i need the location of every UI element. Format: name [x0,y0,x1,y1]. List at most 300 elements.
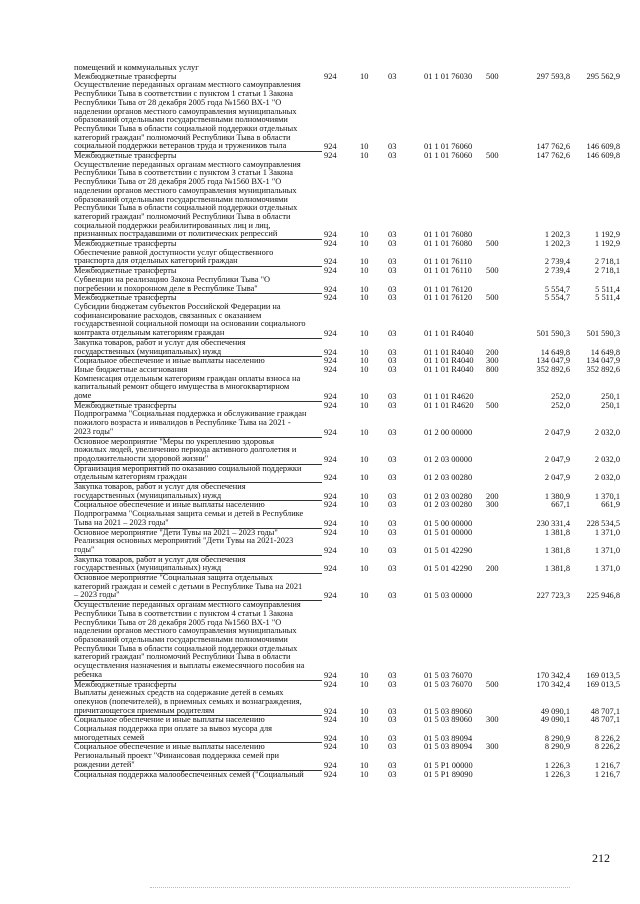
target-article-code: 01 5 03 76070 [424,679,473,689]
row-name-cell [74,556,322,574]
amount-2022: 49 090,1 [540,715,570,725]
subsection-code: 03 [388,564,397,574]
row-name-line: продолжительности здоровой жизни" [74,453,209,463]
row-name-line: Подпрограмма "Социальная поддержка и обслуживание граждан [74,409,307,419]
table-row [74,81,634,152]
section-code: 10 [360,769,369,779]
amount-2022: 297 593,8 [536,71,570,81]
row-name-line: софинансирование расходов, связанных с оказанием [74,310,262,320]
amount-2022: 1 202,3 [544,230,570,240]
amount-2022: 1 380,9 [544,491,570,501]
subsection-code: 03 [388,347,397,357]
row-name-cell [74,438,322,465]
target-article-code: 01 1 01 76120 [424,293,473,303]
table-row [74,556,634,574]
section-code: 10 [360,715,369,725]
group-code: 924 [324,427,337,437]
section-code: 10 [360,742,369,752]
group-code: 924 [324,400,337,410]
expense-type-code: 500 [486,679,499,689]
section-code: 10 [360,400,369,410]
subsection-code: 03 [388,527,397,537]
row-name-line: многодетных семей [74,732,145,742]
table-row [74,465,634,483]
row-name-line: признанных пострадавшими от политических репрессий [74,229,278,239]
target-article-code: 01 5 03 89094 [424,733,473,743]
group-code: 924 [324,679,337,689]
amount-2023: 169 013,5 [586,670,620,680]
row-name-line: погребении и похоронном деле в Республике Тыва" [74,283,258,293]
row-name-line: осуществления назначения и выплаты ежемесячного пособия на [74,661,305,671]
subsection-code: 03 [388,769,397,779]
row-name-line: Иные бюджетные ассигнования [74,364,188,374]
group-code: 924 [324,527,337,537]
amount-2022: 170 342,4 [536,679,570,689]
table-row [74,438,634,465]
row-name-line: Межбюджетные трансферты [74,151,177,161]
group-code: 924 [324,257,337,267]
row-name-line: помещений и коммунальных услуг [74,63,199,72]
row-name-cell [74,601,322,680]
row-name-line: Закупка товаров, работ и услуг для обеспечения [74,337,246,347]
group-code: 924 [324,364,337,374]
amount-2023: 250,1 [601,392,620,402]
section-code: 10 [360,545,369,555]
amount-2022: 667,1 [551,500,570,510]
amount-2023: 48 707,1 [590,715,620,725]
subsection-code: 03 [388,473,397,483]
amount-2022: 1 226,3 [544,769,570,779]
expense-type-code: 200 [486,347,499,357]
group-code: 924 [324,151,337,161]
row-name-line: государственных (муниципальных) нужд [74,563,222,573]
amount-2023: 14 649,8 [590,347,620,357]
row-name-line: наделении органов местного самоуправления муниципальных [74,185,297,195]
amount-2023: 1 371,0 [594,564,620,574]
row-name-line: Межбюджетные трансферты [74,266,177,276]
row-name-line: Межбюджетные трансферты [74,239,177,249]
group-code: 924 [324,670,337,680]
table-row [74,339,634,357]
amount-2022: 1 202,3 [544,239,570,249]
scan-artifact-line [150,887,570,889]
subsection-code: 03 [388,400,397,410]
target-article-code: 01 1 01 R4620 [424,400,474,410]
row-name-line: Осуществление переданных органам местного самоуправления [74,80,301,90]
expense-type-code: 300 [486,500,499,510]
amount-2023: 2 032,0 [594,427,620,437]
group-code: 924 [324,473,337,483]
row-name-line: государственной социальной помощи на основании социального [74,319,306,329]
amount-2023: 501 590,3 [586,329,620,339]
amount-2023: 169 013,5 [586,679,620,689]
group-code: 924 [324,142,337,152]
target-article-code: 01 5 03 89060 [424,715,473,725]
row-name-cell [74,725,322,743]
subsection-code: 03 [388,670,397,680]
row-name-line: отдельным категориям граждан [74,472,187,482]
subsection-code: 03 [388,392,397,402]
amount-2022: 8 290,9 [544,733,570,743]
section-code: 10 [360,356,369,366]
amount-2023: 1 216,7 [594,760,620,770]
amount-2022: 2 047,9 [544,427,570,437]
amount-2022: 134 047,9 [536,356,570,366]
amount-2022: 2 739,4 [544,257,570,267]
amount-2023: 2 718,1 [594,266,620,276]
expense-type-code: 300 [486,742,499,752]
subsection-code: 03 [388,733,397,743]
amount-2022: 1 381,8 [544,564,570,574]
row-name-line: государственных (муниципальных) нужд [74,346,222,356]
row-name-line: образований отдельными государственными полномочиями [74,115,288,125]
target-article-code: 01 5 P1 00000 [424,760,473,770]
amount-2023: 1 371,0 [594,527,620,537]
row-name-line: причитающегося приемным родителям [74,705,215,715]
amount-2022: 5 554,7 [544,293,570,303]
row-name-line: Основное мероприятие "Меры по укреплению здоровья [74,436,274,446]
target-article-code: 01 5 00 00000 [424,518,473,528]
row-name-line: годы" [74,544,95,554]
amount-2023: 228 534,5 [586,518,620,528]
budget-table [74,64,634,779]
group-code: 924 [324,769,337,779]
expense-type-code: 200 [486,564,499,574]
amount-2023: 146 609,8 [586,151,620,161]
row-name-line: Республики Тыва от 28 декабря 2005 года №1560 ВХ-1 "О [74,617,282,627]
group-code: 924 [324,392,337,402]
group-code: 924 [324,284,337,294]
row-name-line: Республики Тыва в области социальной поддержки отдельных [74,643,298,653]
row-name-line: Обеспечение равной доступности услуг общественного [74,247,274,257]
row-name-cell [74,510,322,528]
amount-2023: 2 718,1 [594,257,620,267]
subsection-code: 03 [388,266,397,276]
row-name-line: Межбюджетные трансферты [74,293,177,303]
section-code: 10 [360,284,369,294]
amount-2022: 2 047,9 [544,473,570,483]
row-name-line: Реализация основных мероприятий "Дети Тувы на 2021-2023 [74,536,294,546]
row-name-line: пожилого возраста и инвалидов в Республике Тыва на 2021 - [74,418,291,428]
group-code: 924 [324,293,337,303]
target-article-code: 01 5 03 76070 [424,670,473,680]
amount-2022: 8 290,9 [544,742,570,752]
target-article-code: 01 1 01 76120 [424,284,473,294]
row-name-line: наделении органов местного самоуправления муниципальных [74,626,297,636]
row-name-cell [74,752,322,770]
row-name-cell [74,465,322,483]
target-article-code: 01 1 01 76030 [424,71,473,81]
amount-2022: 1 381,8 [544,545,570,555]
table-row [74,276,634,294]
row-name-cell [74,161,322,240]
row-name-line: наделении органов местного самоуправления муниципальных [74,106,297,116]
group-code: 924 [324,706,337,716]
amount-2022: 227 723,3 [536,591,570,601]
amount-2023: 134 047,9 [586,356,620,366]
section-code: 10 [360,364,369,374]
section-code: 10 [360,257,369,267]
row-name-cell [74,771,322,780]
target-article-code: 01 5 03 89094 [424,742,473,752]
target-article-code: 01 1 01 76080 [424,239,473,249]
subsection-code: 03 [388,545,397,555]
section-code: 10 [360,392,369,402]
target-article-code: 01 1 01 R4040 [424,364,474,374]
row-name-line: категорий граждан" полномочий Республики Тыва в области [74,652,291,662]
amount-2022: 147 762,6 [536,142,570,152]
row-name-line: ребенка [74,669,102,679]
amount-2023: 8 226,2 [594,742,620,752]
group-code: 924 [324,742,337,752]
row-name-cell [74,689,322,716]
target-article-code: 01 5 01 42290 [424,545,473,555]
section-code: 10 [360,427,369,437]
target-article-code: 01 2 03 00280 [424,491,473,501]
section-code: 10 [360,491,369,501]
subsection-code: 03 [388,715,397,725]
row-name-line: доме [74,391,92,401]
amount-2022: 1 381,8 [544,527,570,537]
target-article-code: 01 2 00 00000 [424,427,473,437]
subsection-code: 03 [388,500,397,510]
amount-2022: 170 342,4 [536,670,570,680]
table-row [74,771,634,780]
subsection-code: 03 [388,356,397,366]
section-code: 10 [360,142,369,152]
section-code: 10 [360,329,369,339]
row-name-cell [74,249,322,267]
section-code: 10 [360,230,369,240]
group-code: 924 [324,564,337,574]
expense-type-code: 500 [486,71,499,81]
subsection-code: 03 [388,491,397,501]
section-code: 10 [360,591,369,601]
row-name-line: Социальное обеспечение и иные выплаты населению [74,742,265,752]
target-article-code: 01 1 01 76060 [424,142,473,152]
group-code: 924 [324,545,337,555]
row-name-line: Республики Тыва от 28 декабря 2005 года №1560 ВХ-1 "О [74,97,282,107]
amount-2022: 501 590,3 [536,329,570,339]
row-name-cell [74,574,322,601]
group-code: 924 [324,591,337,601]
table-row [74,725,634,743]
subsection-code: 03 [388,293,397,303]
row-name-line: Основное мероприятие "Дети Тувы на 2021 – 2023 годы" [74,527,278,537]
table-row [74,483,634,501]
amount-2023: 352 892,6 [586,364,620,374]
subsection-code: 03 [388,364,397,374]
amount-2022: 252,0 [551,400,570,410]
row-name-line: социальной поддержки ветеранов труда и тружеников тыла [74,141,287,151]
table-row [74,249,634,267]
section-code: 10 [360,518,369,528]
row-name-line: Закупка товаров, работ и услуг для обеспечения [74,482,246,492]
section-code: 10 [360,293,369,303]
row-name-line: Республики Тыва в области социальной поддержки отдельных [74,123,298,133]
amount-2023: 5 511,4 [595,284,620,294]
subsection-code: 03 [388,591,397,601]
group-code: 924 [324,491,337,501]
row-name-line: Республики Тыва в области социальной поддержки отдельных [74,203,298,213]
row-name-line: – 2023 годы" [74,590,120,600]
row-name-line: Подпрограмма "Социальная защита семьи и детей в Республике [74,509,304,519]
target-article-code: 01 1 01 76080 [424,230,473,240]
table-row [74,574,634,601]
section-code: 10 [360,706,369,716]
table-row [74,537,634,555]
group-code: 924 [324,760,337,770]
target-article-code: 01 1 01 76060 [424,151,473,161]
target-article-code: 01 5 P1 89090 [424,769,473,779]
row-name-cell [74,537,322,555]
row-name-line: Организация мероприятий по оказанию социальной поддержки [74,463,302,473]
row-name-cell [74,303,322,339]
section-code: 10 [360,71,369,81]
row-name-line: Компенсация отдельным категориям граждан оплаты взноса на [74,373,301,383]
row-name-line: Межбюджетные трансферты [74,679,177,689]
group-code: 924 [324,71,337,81]
section-code: 10 [360,670,369,680]
row-name-line: образований отдельными государственными полномочиями [74,194,288,204]
row-name-cell [74,339,322,357]
expense-type-code: 500 [486,293,499,303]
row-name-line: государственных (муниципальных) нужд [74,490,222,500]
row-name-line: Тыва на 2021 – 2023 годы" [74,517,169,527]
row-name-line: категорий граждан" полномочий Республики Тыва в области [74,132,291,142]
amount-2023: 8 226,2 [594,733,620,743]
row-name-cell [74,375,322,402]
target-article-code: 01 5 03 89060 [424,706,473,716]
group-code: 924 [324,356,337,366]
section-code: 10 [360,454,369,464]
target-article-code: 01 1 01 R4620 [424,392,474,402]
amount-2022: 2 739,4 [544,266,570,276]
row-name-line: контракта отдельным категориям граждан [74,328,225,338]
row-name-line: 2023 годы" [74,426,114,436]
amount-2023: 2 032,0 [594,473,620,483]
amount-2023: 1 370,1 [594,491,620,501]
row-name-line: Социальное обеспечение и иные выплаты населению [74,715,265,725]
expense-type-code: 200 [486,491,499,501]
row-name-line: Республики Тыва от 28 декабря 2005 года №1560 ВХ-1 "О [74,177,282,187]
amount-2022: 252,0 [551,392,570,402]
target-article-code: 01 1 01 R4040 [424,356,474,366]
amount-2022: 14 649,8 [540,347,570,357]
target-article-code: 01 1 01 76110 [424,266,472,276]
subsection-code: 03 [388,760,397,770]
row-name-line: Межбюджетные трансферты [74,71,177,81]
section-code: 10 [360,733,369,743]
row-name-line: Осуществление переданных органам местного самоуправления [74,159,301,169]
expense-type-code: 300 [486,356,499,366]
group-code: 924 [324,518,337,528]
row-name-cell [74,81,322,152]
subsection-code: 03 [388,284,397,294]
amount-2022: 352 892,6 [536,364,570,374]
section-code: 10 [360,473,369,483]
row-name-line: Республики Тыва в соответствии с пунктом 4 статьи 1 Закона [74,608,293,618]
target-article-code: 01 2 03 00000 [424,454,473,464]
row-name-cell [74,483,322,501]
row-name-line: опекунов (попечителей), в приемных семьях и вознаграждения, [74,696,302,706]
subsection-code: 03 [388,706,397,716]
target-article-code: 01 2 03 00280 [424,500,473,510]
section-code: 10 [360,500,369,510]
section-code: 10 [360,239,369,249]
section-code: 10 [360,347,369,357]
row-name-line: пожилых людей, увеличению периода активного долголетия и [74,445,297,455]
subsection-code: 03 [388,257,397,267]
row-name-line: рождении детей" [74,759,135,769]
subsection-code: 03 [388,518,397,528]
amount-2022: 1 226,3 [544,760,570,770]
row-name-line: Межбюджетные трансферты [74,400,177,410]
row-name-line: категорий граждан" полномочий Республики Тыва в области [74,211,291,221]
amount-2023: 5 511,4 [595,293,620,303]
amount-2023: 2 032,0 [594,454,620,464]
row-name-line: образований отдельными государственными полномочиями [74,635,288,644]
expense-type-code: 800 [486,364,499,374]
group-code: 924 [324,230,337,240]
amount-2023: 661,9 [601,500,620,510]
table-row [74,510,634,528]
section-code: 10 [360,564,369,574]
group-code: 924 [324,266,337,276]
row-name-line: Республики Тыва в соответствии с пунктом 3 статьи 1 Закона [74,168,293,178]
row-name-line: Региональный проект "Финансовая поддержка семей при [74,751,279,761]
group-code: 924 [324,733,337,743]
section-code: 10 [360,266,369,276]
expense-type-code: 300 [486,715,499,725]
target-article-code: 01 1 01 76110 [424,257,472,267]
section-code: 10 [360,151,369,161]
row-name-line: Республики Тыва в соответствии с пунктом 1 статьи 1 Закона [74,89,293,99]
amount-2022: 49 090,1 [540,706,570,716]
row-name-line: Социальное обеспечение и иные выплаты населению [74,500,265,510]
amount-2023: 1 192,9 [594,230,620,240]
target-article-code: 01 5 01 00000 [424,527,473,537]
amount-2023: 250,1 [601,400,620,410]
group-code: 924 [324,454,337,464]
row-name-line: капитальный ремонт общего имущества в многоквартирном [74,382,290,392]
table-row [74,410,634,437]
target-article-code: 01 5 03 00000 [424,591,473,601]
amount-2023: 1 192,9 [594,239,620,249]
amount-2022: 5 554,7 [544,284,570,294]
row-name-line: Осуществление переданных органам местного самоуправления [74,600,301,610]
subsection-code: 03 [388,454,397,464]
row-name-cell [74,410,322,437]
target-article-code: 01 2 03 00280 [424,473,473,483]
amount-2023: 1 216,7 [594,769,620,779]
row-name-line: Закупка товаров, работ и услуг для обеспечения [74,554,246,564]
amount-2023: 1 371,0 [594,545,620,555]
amount-2023: 225 946,8 [586,591,620,601]
group-code: 924 [324,500,337,510]
amount-2022: 147 762,6 [536,151,570,161]
table-row [74,375,634,402]
group-code: 924 [324,329,337,339]
target-article-code: 01 1 01 R4040 [424,347,474,357]
section-code: 10 [360,679,369,689]
subsection-code: 03 [388,142,397,152]
subsection-code: 03 [388,679,397,689]
table-row [74,161,634,240]
row-name-line: Субсидии бюджетам субъектов Российской Федерации на [74,301,281,311]
expense-type-code: 500 [486,151,499,161]
amount-2022: 2 047,9 [544,454,570,464]
